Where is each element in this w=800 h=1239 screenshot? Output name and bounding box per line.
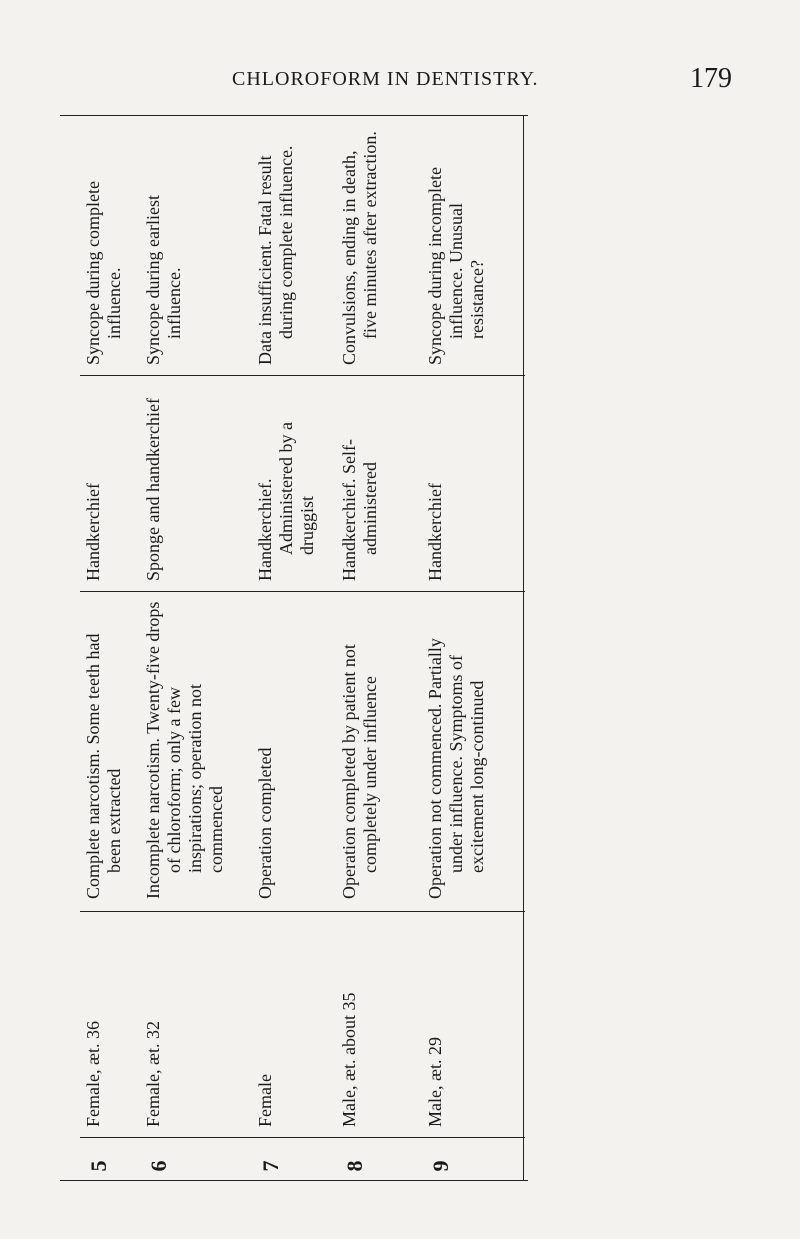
patient-cell: Female, æt. 36	[83, 1021, 103, 1127]
case-number: 5	[86, 1160, 111, 1172]
case-table	[80, 115, 520, 1195]
table-row	[422, 115, 520, 1195]
operation-cell: Operation completed by patient not completely under influence	[339, 644, 380, 899]
method-cell: Handkerchief. Administered by a druggist	[255, 422, 317, 581]
method-cell: Handkerchief	[83, 483, 103, 581]
method-cell: Handkerchief	[425, 483, 445, 581]
patient-cell: Male, æt. about 35	[339, 992, 359, 1127]
patient-cell: Female, æt. 32	[143, 1021, 163, 1127]
operation-cell: Complete narcotism. Some teeth had been extracted	[83, 633, 124, 899]
running-title: CHLOROFORM IN DENTISTRY.	[232, 68, 539, 90]
method-cell: Handkerchief. Self-administered	[339, 439, 380, 581]
table-row	[252, 115, 334, 1195]
method-cell: Sponge and handkerchief	[143, 398, 163, 581]
page-number: 179	[690, 63, 732, 94]
result-cell: Convulsions, ending in death, five minutes after extraction.	[339, 131, 380, 365]
table-row	[80, 115, 138, 1195]
table-row	[140, 115, 250, 1195]
patient-cell: Male, æt. 29	[425, 1037, 445, 1127]
patient-cell: Female	[255, 1074, 275, 1127]
case-number: 7	[258, 1160, 283, 1172]
result-cell: Syncope during complete influence.	[83, 181, 124, 365]
operation-cell: Operation completed	[255, 747, 275, 899]
operation-cell: Incomplete narcotism. Twenty-five drops of chloroform; only a few inspirations; operation not commenced	[143, 601, 226, 899]
operation-cell: Operation not commenced. Partially under influence. Symptoms of excitement long-continued	[425, 638, 487, 899]
result-cell: Data insufficient. Fatal result during complete influence.	[255, 145, 296, 365]
case-number: 8	[342, 1160, 367, 1172]
running-head	[0, 63, 800, 96]
result-cell: Syncope during earliest influence.	[143, 195, 184, 365]
result-cell: Syncope during incomplete influence. Unusual resistance?	[425, 167, 487, 365]
case-number: 9	[428, 1160, 453, 1172]
table-right-rule	[523, 115, 524, 1180]
table-row	[336, 115, 420, 1195]
case-number: 6	[146, 1160, 171, 1172]
